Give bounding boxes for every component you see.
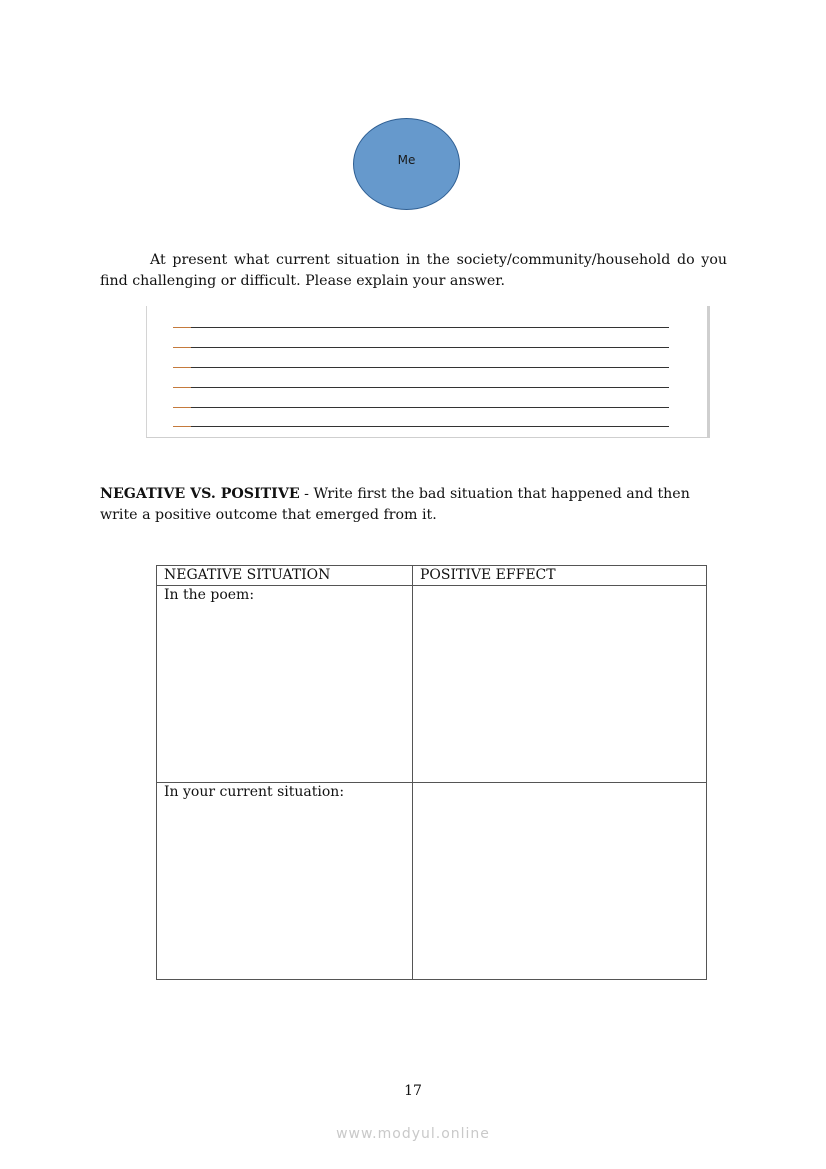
- cell-negative-current[interactable]: In your current situation:: [157, 783, 413, 980]
- answer-line[interactable]: [173, 347, 669, 348]
- page-number: 17: [404, 1083, 422, 1099]
- table-row: [157, 586, 707, 783]
- me-ellipse: [353, 118, 460, 210]
- cell-positive-poem[interactable]: [413, 586, 707, 783]
- cell-negative-poem[interactable]: In the poem:: [157, 586, 413, 783]
- reflection-prompt: At present what current situation in the society/community/household do you find challenging or difficult. Please explain your answer.: [100, 252, 727, 289]
- section-separator: -: [299, 486, 314, 502]
- header-positive-effect: POSITIVE EFFECT: [413, 566, 707, 586]
- watermark: www.modyul.online: [336, 1126, 490, 1142]
- answer-line[interactable]: [173, 387, 669, 388]
- section-title: NEGATIVE VS. POSITIVE: [100, 486, 300, 502]
- answer-lines-box[interactable]: [146, 306, 710, 438]
- negative-positive-table: [156, 565, 707, 980]
- answer-line[interactable]: [173, 367, 669, 368]
- table-header-row: [157, 566, 707, 586]
- answer-line[interactable]: [173, 407, 669, 408]
- table-row: [157, 783, 707, 980]
- section-instructions: [100, 484, 730, 526]
- section-instruction-text: Write first the bad situation that happened and then write a positive outcome that emerged from it.: [100, 486, 690, 523]
- me-label: Me: [397, 153, 416, 167]
- cell-positive-current[interactable]: [413, 783, 707, 980]
- header-negative-situation: NEGATIVE SITUATION: [157, 566, 413, 586]
- answer-line[interactable]: [173, 327, 669, 328]
- answer-line[interactable]: [173, 426, 669, 427]
